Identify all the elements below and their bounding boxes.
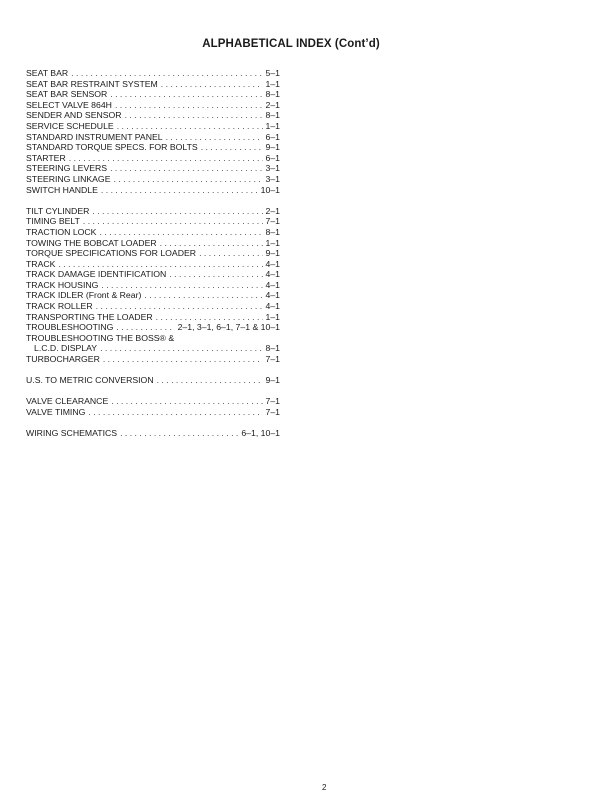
index-entry-page: 6–1	[265, 152, 280, 163]
index-entry-label: SEAT BAR SENSOR	[26, 89, 108, 100]
index-entry	[26, 163, 280, 174]
index-entry	[26, 301, 280, 312]
page-number: 2	[322, 783, 327, 792]
index-entry-label: STANDARD INSTRUMENT PANEL	[26, 131, 163, 142]
index-entry-page: 4–1	[265, 258, 280, 269]
index-entry-page: 1–1	[265, 78, 280, 89]
dot-leader	[71, 68, 262, 79]
index-entry	[26, 375, 280, 386]
index-entry	[26, 280, 280, 291]
index-entry-page: 8–1	[265, 226, 280, 237]
dot-leader	[117, 121, 263, 132]
index-entry-label: TRACK HOUSING	[26, 279, 99, 290]
index-entry-label: TRANSPORTING THE LOADER	[26, 311, 153, 322]
index-entry	[26, 343, 280, 354]
index-entry	[26, 110, 280, 121]
index-entry-label: STEERING LINKAGE	[26, 173, 111, 184]
index-entry-page: 8–1	[265, 110, 280, 121]
index-entry-label: STARTER	[26, 152, 66, 163]
dot-leader	[166, 132, 263, 143]
index-group	[26, 428, 280, 439]
dot-leader	[58, 259, 262, 270]
index-entry-page: 7–1	[265, 407, 280, 417]
index-group	[26, 396, 280, 417]
index-entry-label: TROUBLESHOOTING	[26, 322, 114, 333]
index-entry	[26, 89, 280, 100]
index-entry	[26, 396, 280, 407]
index-entry-label: SEAT BAR RESTRAINT SYSTEM	[26, 78, 158, 89]
index-entry-page: 4–1	[265, 269, 280, 280]
index-entry-label: TORQUE SPECIFICATIONS FOR LOADER	[26, 248, 197, 259]
index-entry-page: 8–1	[265, 343, 280, 354]
dot-leader	[144, 290, 262, 301]
index-entry-label: TRACK IDLER (Front & Rear)	[26, 290, 142, 301]
index-entry	[26, 259, 280, 270]
index-entry-label: U.S. TO METRIC CONVERSION	[26, 375, 154, 386]
index-entry	[26, 333, 280, 344]
dot-leader	[201, 142, 263, 153]
index-entry-label: SEAT BAR	[26, 68, 69, 78]
dot-leader	[125, 110, 263, 121]
index-entry-label: VALVE TIMING	[26, 407, 86, 417]
dot-leader	[160, 238, 263, 249]
index-entry	[26, 269, 280, 280]
dot-leader	[100, 343, 262, 354]
index-entry-page: 3–1	[265, 163, 280, 174]
index-entry-label: TIMING BELT	[26, 216, 80, 227]
dot-leader	[92, 206, 262, 217]
dot-leader	[169, 269, 262, 280]
dot-leader	[199, 248, 262, 259]
index-entry-page: 7–1	[265, 354, 280, 365]
index-entry	[26, 132, 280, 143]
index-entry-page: 1–1	[265, 237, 280, 248]
index-group	[26, 206, 280, 365]
index-group	[26, 68, 280, 195]
dot-leader	[99, 227, 262, 238]
index-entry	[26, 100, 280, 111]
index-entry-page: 1–1	[265, 120, 280, 131]
index-entry	[26, 185, 280, 196]
index-entry-label: TRACK ROLLER	[26, 301, 93, 312]
index-entry-page: 2–1	[265, 99, 280, 110]
dot-leader	[120, 428, 238, 439]
index-entry-label: SERVICE SCHEDULE	[26, 120, 114, 131]
dot-leader	[113, 174, 262, 185]
index-entry	[26, 142, 280, 153]
index-entry-page: 5–1	[265, 68, 280, 78]
index-entry-page: 9–1	[265, 248, 280, 259]
page-title: ALPHABETICAL INDEX (Cont’d)	[202, 38, 380, 50]
index-entry-label: TURBOCHARGER	[26, 354, 100, 365]
dot-leader	[110, 89, 262, 100]
dot-leader	[103, 354, 263, 365]
index-entry	[26, 322, 280, 333]
index-entry-label: TOWING THE BOBCAT LOADER	[26, 237, 157, 248]
dot-leader	[161, 79, 263, 90]
index-entry-label: TILT CYLINDER	[26, 205, 90, 216]
index-entry-label: SWITCH HANDLE	[26, 184, 98, 195]
index-entry-page: 6–1	[265, 131, 280, 142]
index-entry-page: 7–1	[265, 396, 280, 407]
alphabetical-index	[26, 68, 280, 449]
dot-leader	[157, 375, 263, 386]
index-entry-page: 9–1	[265, 142, 280, 153]
index-entry	[26, 227, 280, 238]
index-entry-label: STANDARD TORQUE SPECS. FOR BOLTS	[26, 142, 198, 153]
index-entry	[26, 312, 280, 323]
index-entry-label: SENDER AND SENSOR	[26, 110, 122, 121]
index-entry-page: 10–1	[260, 184, 280, 195]
index-entry-label: TRACK DAMAGE IDENTIFICATION	[26, 269, 167, 280]
index-entry	[26, 238, 280, 249]
dot-leader	[110, 163, 262, 174]
dot-leader	[111, 396, 262, 407]
dot-leader	[156, 312, 263, 323]
index-entry	[26, 354, 280, 365]
index-entry-label: TRACK	[26, 258, 56, 269]
dot-leader	[88, 407, 262, 418]
index-entry-page: 8–1	[265, 89, 280, 100]
index-entry-page: 4–1	[265, 279, 280, 290]
dot-leader	[96, 301, 263, 312]
index-entry	[26, 407, 280, 418]
index-entry	[26, 79, 280, 90]
dot-leader	[116, 322, 174, 333]
dot-leader	[83, 216, 263, 227]
index-entry	[26, 68, 280, 79]
index-entry-label: TRACTION LOCK	[26, 226, 97, 237]
dot-leader	[69, 153, 263, 164]
index-entry	[26, 216, 280, 227]
index-entry	[26, 121, 280, 132]
dot-leader	[101, 185, 258, 196]
index-entry-page: 4–1	[265, 301, 280, 312]
index-entry	[26, 206, 280, 217]
index-entry	[26, 174, 280, 185]
index-entry-label: L.C.D. DISPLAY	[34, 343, 98, 354]
dot-leader	[101, 280, 262, 291]
index-entry-label: TROUBLESHOOTING THE BOSS® &	[26, 332, 175, 343]
index-entry-label: SELECT VALVE 864H	[26, 99, 112, 110]
index-entry	[26, 248, 280, 259]
index-entry-label: VALVE CLEARANCE	[26, 396, 109, 407]
index-entry	[26, 153, 280, 164]
index-entry	[26, 428, 280, 439]
index-entry-label: STEERING LEVERS	[26, 163, 108, 174]
index-entry-page: 6–1, 10–1	[241, 428, 280, 439]
index-entry-page: 1–1	[265, 311, 280, 322]
index-entry-page: 3–1	[265, 173, 280, 184]
index-entry-page: 2–1, 3–1, 6–1, 7–1 & 10–1	[177, 322, 280, 333]
index-entry-page: 2–1	[265, 205, 280, 216]
index-entry-page: 9–1	[265, 375, 280, 386]
index-entry-page: 7–1	[265, 216, 280, 227]
index-group	[26, 375, 280, 386]
dot-leader	[115, 100, 263, 111]
index-entry-label: WIRING SCHEMATICS	[26, 428, 118, 439]
index-entry	[26, 290, 280, 301]
index-entry-page: 4–1	[265, 290, 280, 301]
